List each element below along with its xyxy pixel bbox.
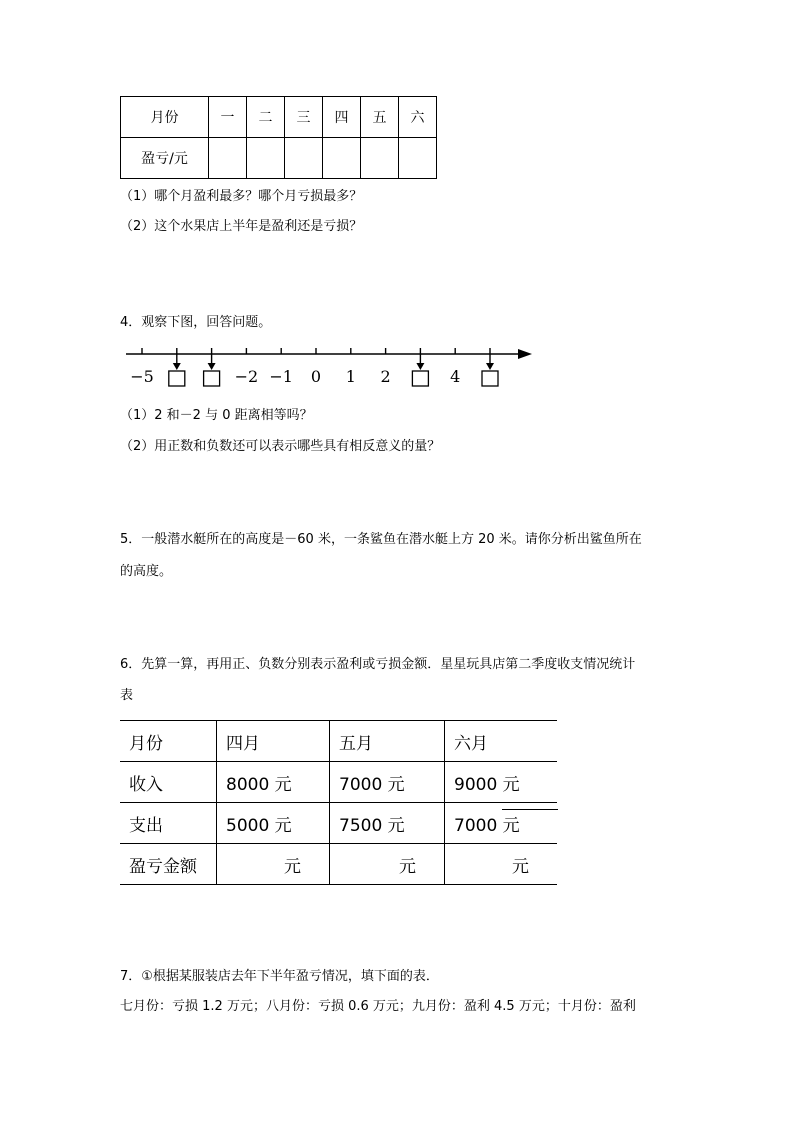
- table-cell: 7000 元: [445, 803, 558, 844]
- table-header-cell: 二: [247, 97, 285, 138]
- question-3-sub1: （1）哪个月盈利最多？哪个月亏损最多？: [120, 189, 363, 204]
- arrow-down-icon: [173, 363, 181, 370]
- table-header-cell: 四月: [217, 721, 330, 762]
- table-header-cell: 四: [323, 97, 361, 138]
- table-cell-blank: [399, 138, 437, 179]
- number-line-label: −2: [234, 367, 259, 386]
- table-header-cell: 五: [361, 97, 399, 138]
- profit-loss-table: [120, 96, 437, 179]
- question-4-title: 4．观察下图，回答问题。: [120, 315, 272, 330]
- number-line-label: −1: [269, 367, 293, 386]
- table-header-cell: 一: [209, 97, 247, 138]
- table-row: [121, 138, 437, 179]
- number-line-label: 4: [450, 367, 461, 386]
- table-row-label: 盈亏金额: [120, 844, 217, 885]
- question-3-sub2: （2）这个水果店上半年是盈利还是亏损？: [120, 219, 363, 234]
- question-4-sub2: （2）用正数和负数还可以表示哪些具有相反意义的量？: [120, 439, 441, 454]
- table-header-cell: 三: [285, 97, 323, 138]
- arrow-down-icon: [486, 363, 494, 370]
- table-row: [121, 97, 437, 138]
- table-cell-blank: [209, 138, 247, 179]
- table-cell: 9000 元: [445, 762, 558, 803]
- table-cell: 5000 元: [217, 803, 330, 844]
- table-header-cell: 五月: [330, 721, 445, 762]
- table-header-cell: 月份: [120, 721, 217, 762]
- table-header-cell: 月份: [121, 97, 209, 138]
- table-cell-answer: 元: [445, 844, 558, 885]
- number-line-label: 1: [345, 367, 356, 386]
- table-row-label: 盈亏/元: [121, 138, 209, 179]
- table-cell: 8000 元: [217, 762, 330, 803]
- table-header-cell: 六月: [445, 721, 558, 762]
- question-5-line2: 的高度。: [120, 564, 173, 579]
- table-cell-answer: 元: [330, 844, 445, 885]
- table-row: [120, 721, 557, 762]
- table-cell-blank: [361, 138, 399, 179]
- arrow-right-icon: [518, 349, 532, 359]
- question-6-line1: 6．先算一算，再用正、负数分别表示盈利或亏损金额．星星玩具店第二季度收支情况统计: [120, 657, 636, 672]
- table-header-cell: 六: [399, 97, 437, 138]
- arrow-down-icon: [208, 363, 216, 370]
- answer-blank-line: [502, 809, 558, 810]
- number-line-label: 2: [380, 367, 391, 386]
- table-row: [120, 762, 557, 803]
- number-line: [0, 340, 794, 390]
- table-cell-blank: [323, 138, 361, 179]
- number-line-label: −5: [130, 367, 154, 386]
- number-line-label: 0: [310, 367, 322, 386]
- question-4-sub1: （1）2 和－2 与 0 距离相等吗？: [120, 408, 313, 423]
- table-row-label: 收入: [120, 762, 217, 803]
- answer-box[interactable]: [204, 371, 220, 386]
- table-row: [120, 844, 557, 885]
- income-expense-table: [120, 720, 557, 885]
- table-cell: 7000 元: [330, 762, 445, 803]
- table-cell-blank: [285, 138, 323, 179]
- table-row-label: 支出: [120, 803, 217, 844]
- arrow-down-icon: [416, 363, 424, 370]
- question-7-line1: 7．①根据某服装店去年下半年盈亏情况，填下面的表．: [120, 969, 439, 984]
- question-5-line1: 5．一般潜水艇所在的高度是－60 米，一条鲨鱼在潜水艇上方 20 米。请你分析出鲨鱼所在: [120, 532, 642, 547]
- answer-box[interactable]: [169, 371, 185, 386]
- answer-box[interactable]: [412, 371, 428, 386]
- table-cell-answer: 元: [217, 844, 330, 885]
- question-7-line2: 七月份：亏损 1.2 万元；八月份：亏损 0.6 万元；九月份：盈利 4.5 万元；十月份：盈利: [120, 999, 636, 1014]
- table-row: [120, 803, 557, 844]
- table-cell: 7500 元: [330, 803, 445, 844]
- answer-box[interactable]: [482, 371, 498, 386]
- question-6-line2: 表: [120, 688, 134, 703]
- table-cell-blank: [247, 138, 285, 179]
